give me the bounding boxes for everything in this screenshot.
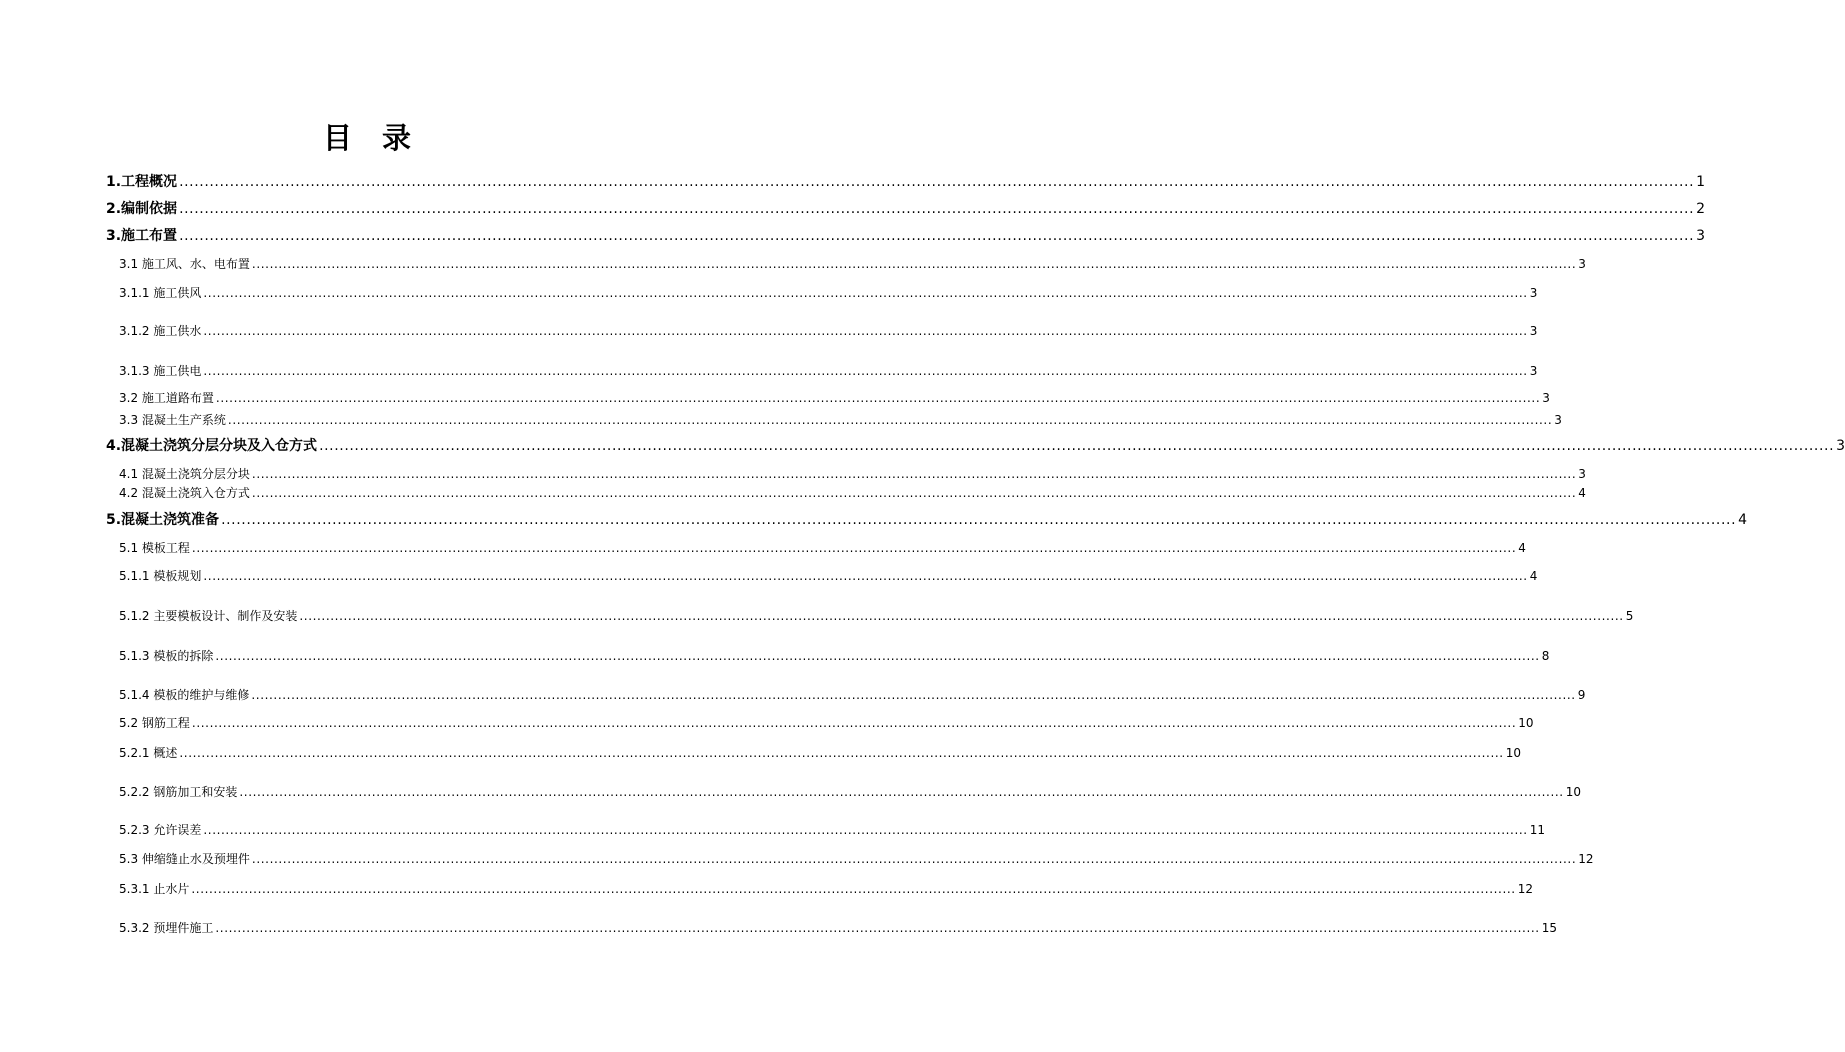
toc-entry[interactable] — [119, 464, 1586, 484]
toc-entry-label: 5.3.1 止水片 — [119, 882, 190, 896]
toc-entry[interactable] — [119, 388, 1550, 408]
toc-entry[interactable] — [119, 566, 1538, 586]
toc-dot-leader: ............................................................................................................................................................................................................................................................................................................ — [203, 364, 1528, 378]
toc-entry-label: 3.1.3 施工供电 — [119, 364, 202, 378]
toc-dot-leader: ............................................................................................................................................................................................................................................................................................................ — [203, 324, 1528, 338]
toc-entry-page-number: 3 — [1542, 391, 1550, 405]
toc-entry-label: 3.1 施工风、水、电布置 — [119, 257, 250, 271]
toc-entry-label: 1.工程概况 — [106, 174, 178, 190]
toc-entry-label: 5.2.1 概述 — [119, 746, 178, 760]
toc-entry-page-number: 10 — [1565, 785, 1581, 799]
toc-entry-label: 3.1.2 施工供水 — [119, 324, 202, 338]
toc-entry[interactable] — [119, 743, 1521, 763]
toc-entry[interactable] — [119, 483, 1586, 503]
toc-dot-leader: ............................................................................................................................................................................................................................................................................................................ — [203, 286, 1528, 300]
toc-entry-label: 3.2 施工道路布置 — [119, 391, 214, 405]
toc-entry-page-number: 12 — [1517, 882, 1533, 896]
toc-entry-label: 5.1.3 模板的拆除 — [119, 649, 214, 663]
toc-entry-label: 5.3 伸缩缝止水及预埋件 — [119, 852, 250, 866]
toc-entry-label: 5.混凝土浇筑准备 — [106, 512, 220, 528]
toc-entry-page-number: 5 — [1625, 609, 1634, 623]
toc-entry-page-number: 10 — [1518, 716, 1534, 730]
toc-entry-page-number: 3 — [1578, 257, 1586, 271]
toc-entry[interactable] — [119, 849, 1594, 869]
toc-entry-label: 4.2 混凝土浇筑入仓方式 — [119, 486, 250, 500]
toc-entry-label: 2.编制依据 — [106, 201, 178, 217]
toc-dot-leader: ............................................................................................................................................................................................................................................................................................................ — [203, 823, 1528, 837]
toc-dot-leader: ............................................................................................................................................................................................................................................................................................................ — [221, 512, 1737, 528]
toc-dot-leader: ............................................................................................................................................................................................................................................................................................................ — [191, 541, 1517, 555]
toc-entry[interactable] — [119, 254, 1586, 274]
toc-entry[interactable] — [119, 410, 1562, 430]
toc-entry-page-number: 9 — [1577, 688, 1586, 702]
toc-dot-leader: ............................................................................................................................................................................................................................................................................................................ — [191, 882, 1516, 896]
toc-entry-page-number: 8 — [1541, 649, 1550, 663]
toc-dot-leader: ............................................................................................................................................................................................................................................................................................................ — [179, 228, 1695, 244]
toc-entry-label: 5.2.3 允许误差 — [119, 823, 202, 837]
toc-dot-leader: ............................................................................................................................................................................................................................................................................................................ — [251, 486, 1577, 500]
toc-entry[interactable] — [106, 436, 1845, 456]
toc-dot-leader: ............................................................................................................................................................................................................................................................................................................ — [203, 569, 1528, 583]
toc-entry-page-number: 3 — [1578, 467, 1586, 481]
toc-entry-page-number: 4 — [1518, 541, 1526, 555]
toc-entry-page-number: 4 — [1529, 569, 1538, 583]
toc-entry-label: 5.1 模板工程 — [119, 541, 190, 555]
toc-entry[interactable] — [119, 685, 1586, 705]
toc-entry-label: 4.混凝土浇筑分层分块及入仓方式 — [106, 438, 318, 454]
toc-dot-leader: ............................................................................................................................................................................................................................................................................................................ — [215, 391, 1541, 405]
toc-entry-page-number: 4 — [1578, 486, 1586, 500]
toc-entry[interactable] — [106, 226, 1706, 246]
toc-entry-label: 5.3.2 预埋件施工 — [119, 921, 214, 935]
toc-entry-page-number: 4 — [1738, 512, 1748, 528]
toc-entry[interactable] — [119, 606, 1634, 626]
toc-entry-page-number: 12 — [1578, 852, 1594, 866]
toc-dot-leader: ............................................................................................................................................................................................................................................................................................................ — [179, 174, 1695, 190]
toc-entry[interactable] — [119, 782, 1581, 802]
toc-entry-page-number: 3 — [1696, 228, 1706, 244]
toc-entry[interactable] — [119, 646, 1550, 666]
toc-entry[interactable] — [119, 713, 1534, 733]
toc-dot-leader: ............................................................................................................................................................................................................................................................................................................ — [179, 201, 1695, 217]
toc-dot-leader: ............................................................................................................................................................................................................................................................................................................ — [319, 438, 1835, 454]
toc-entry-page-number: 3 — [1529, 324, 1538, 338]
toc-dot-leader: ............................................................................................................................................................................................................................................................................................................ — [251, 688, 1576, 702]
toc-dot-leader: ............................................................................................................................................................................................................................................................................................................ — [215, 649, 1540, 663]
toc-dot-leader: ............................................................................................................................................................................................................................................................................................................ — [191, 716, 1517, 730]
toc-dot-leader: ............................................................................................................................................................................................................................................................................................................ — [179, 746, 1504, 760]
toc-dot-leader: ............................................................................................................................................................................................................................................................................................................ — [251, 852, 1577, 866]
toc-entry-label: 4.1 混凝土浇筑分层分块 — [119, 467, 250, 481]
toc-entry-page-number: 2 — [1696, 201, 1706, 217]
toc-entry[interactable] — [106, 172, 1706, 192]
toc-dot-leader: ............................................................................................................................................................................................................................................................................................................ — [227, 413, 1553, 427]
toc-entry-label: 5.1.2 主要模板设计、制作及安装 — [119, 609, 298, 623]
toc-dot-leader: ............................................................................................................................................................................................................................................................................................................ — [215, 921, 1540, 935]
toc-dot-leader: ............................................................................................................................................................................................................................................................................................................ — [251, 467, 1577, 481]
toc-entry-page-number: 3 — [1529, 286, 1538, 300]
toc-entry-label: 3.3 混凝土生产系统 — [119, 413, 226, 427]
toc-dot-leader: ............................................................................................................................................................................................................................................................................................................ — [299, 609, 1624, 623]
toc-entry[interactable] — [119, 918, 1557, 938]
toc-entry[interactable] — [106, 510, 1748, 530]
toc-entry-label: 3.施工布置 — [106, 228, 178, 244]
toc-entry-page-number: 3 — [1554, 413, 1562, 427]
toc-entry[interactable] — [119, 538, 1526, 558]
toc-entry[interactable] — [119, 361, 1538, 381]
toc-entry-page-number: 11 — [1529, 823, 1545, 837]
toc-entry-label: 5.1.1 模板规划 — [119, 569, 202, 583]
toc-entry-page-number: 1 — [1696, 174, 1706, 190]
toc-entry[interactable] — [106, 199, 1706, 219]
toc-entry-label: 5.1.4 模板的维护与维修 — [119, 688, 250, 702]
toc-entry[interactable] — [119, 879, 1533, 899]
toc-entry-page-number: 3 — [1836, 438, 1845, 454]
toc-dot-leader: ............................................................................................................................................................................................................................................................................................................ — [239, 785, 1564, 799]
toc-entry[interactable] — [119, 321, 1538, 341]
toc-entry-label: 5.2.2 钢筋加工和安装 — [119, 785, 238, 799]
toc-entry-page-number: 3 — [1529, 364, 1538, 378]
toc-entry[interactable] — [119, 820, 1545, 840]
toc-entry-label: 3.1.1 施工供风 — [119, 286, 202, 300]
toc-entry-page-number: 15 — [1541, 921, 1557, 935]
toc-entry[interactable] — [119, 283, 1538, 303]
toc-entry-label: 5.2 钢筋工程 — [119, 716, 190, 730]
toc-title: 目 录 — [322, 121, 422, 155]
toc-dot-leader: ............................................................................................................................................................................................................................................................................................................ — [251, 257, 1577, 271]
toc-entry-page-number: 10 — [1505, 746, 1521, 760]
